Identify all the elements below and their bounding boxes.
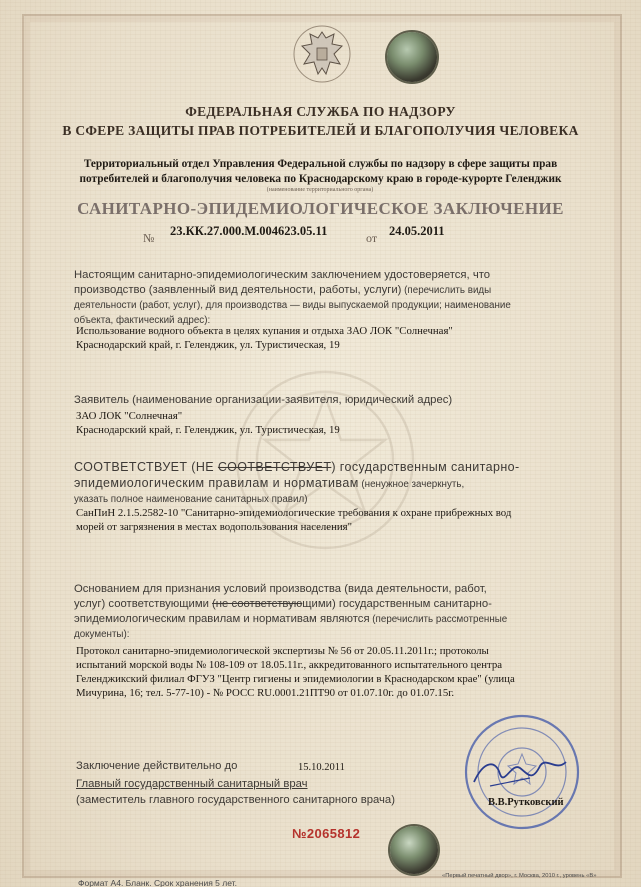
applicant-details <box>76 409 586 437</box>
compliance-paren: (НЕ <box>187 460 218 474</box>
object-line2: Краснодарский край, г. Геленджик, ул. Туристическая, 19 <box>76 339 340 351</box>
applicant-line1: ЗАО ЛОК "Солнечная" <box>76 410 183 422</box>
agency-title <box>60 102 581 140</box>
intro-line2-note: (перечислить виды <box>401 285 492 296</box>
basis-paragraph <box>74 582 586 642</box>
basis-struck: (не соответствую <box>212 598 303 610</box>
territorial-line2: потребителей и благополучия человека по Краснодарскому краю в городе-курорте Геленджик <box>79 173 562 185</box>
compliance-struck: СООТВЕТСТВУЕТ <box>217 460 332 474</box>
compliance-word: СООТВЕТСТВУЕТ <box>74 460 188 474</box>
number-label: № <box>143 231 155 245</box>
basis-line2b: щими) государственным санитарно- <box>302 598 492 610</box>
certificate-number: 23.КК.27.000.М.004623.05.11 <box>170 224 328 238</box>
basis-line1: Основанием для признания условий производства (вида деятельности, работ, <box>74 583 487 595</box>
territorial-line1: Территориальный отдел Управления Федеральной службы по надзору в сфере защиты прав <box>83 158 558 170</box>
intro-line4: объекта, фактический адрес): <box>74 315 211 326</box>
certificate-date: 24.05.2011 <box>389 224 445 238</box>
compliance-line2-note: (ненужное зачеркнуть, <box>358 479 465 490</box>
intro-line2: производство (заявленный вид деятельности, работы, услуги) <box>74 284 402 296</box>
object-description <box>76 324 586 352</box>
compliance-paragraph <box>74 460 586 507</box>
basis-line4: документы): <box>74 629 130 640</box>
protocol-line4: Мичурина, 16; тел. 5-77-10) - № РОСС RU.0001.21ПТ90 от 01.07.10г. до 01.07.15г. <box>76 687 455 699</box>
document-title: САНИТАРНО-ЭПИДЕМИОЛОГИЧЕСКОЕ ЗАКЛЮЧЕНИЕ <box>77 199 564 218</box>
compliance-line3: указать полное наименование санитарных правил) <box>74 494 308 505</box>
intro-line3: деятельности (работ, услуг), для производства — виды выпускаемой продукции; наименование <box>74 300 511 311</box>
signer-deputy: (заместитель главного государственного санитарного врача) <box>76 794 395 806</box>
territorial-office <box>50 157 591 187</box>
intro-line1: Настоящим санитарно-эпидемиологическим заключением удостоверяется, что <box>74 269 491 281</box>
agency-title-line1: ФЕДЕРАЛЬНАЯ СЛУЖБА ПО НАДЗОРУ <box>185 104 456 119</box>
expiry-date: 15.10.2011 <box>298 762 345 773</box>
agency-title-line2: В СФЕРЕ ЗАЩИТЫ ПРАВ ПОТРЕБИТЕЛЕЙ И БЛАГОПОЛУЧИЯ ЧЕЛОВЕКА <box>62 123 579 138</box>
footer-printer: «Первый печатный двор», г. Москва, 2010 г., уровень «В» <box>442 873 597 879</box>
basis-line2a: услуг) соответствующими <box>74 598 213 610</box>
protocol-line1: Протокол санитарно-эпидемиологической экспертизы № 56 от 20.05.11.2011г.; протоколы <box>76 645 489 657</box>
intro-paragraph <box>74 268 586 328</box>
applicant-line2: Краснодарский край, г. Геленджик, ул. Туристическая, 19 <box>76 424 340 436</box>
hologram-sticker-bottom-icon <box>390 826 438 874</box>
protocol-line2: испытаний морской воды № 108-109 от 18.05.11г., аккредитованного испытательного центра <box>76 659 503 671</box>
expiry-label: Заключение действительно до <box>76 760 238 772</box>
basis-line3: эпидемиологическим правилам и нормативам являются <box>74 613 370 625</box>
applicant-label: Заявитель (наименование организации-заявителя, юридический адрес) <box>74 394 453 406</box>
coat-of-arms-emblem-icon <box>292 22 352 86</box>
sanpin-line1: СанПиН 2.1.5.2582-10 "Санитарно-эпидемиологические требования к охране прибрежных вод <box>76 507 512 519</box>
territorial-caption: (наименование территориального органа) <box>266 187 374 193</box>
footer-format: Формат А4. Бланк. Срок хранения 5 лет. <box>78 878 237 887</box>
compliance-line2: эпидемиологическим правилам и нормативам <box>74 476 359 490</box>
compliance-rest: ) государственным санитарно- <box>331 460 520 474</box>
protocol-line3: Геленджикский филиал ФГУЗ "Центр гигиены и эпидемиологии в Краснодарском крае" (улица <box>76 673 515 685</box>
signer-title: Главный государственный санитарный врач <box>76 778 308 790</box>
basis-line3-note: (перечислить рассмотренные <box>369 614 508 625</box>
signer-name: В.В.Рутковский <box>488 797 564 808</box>
date-label: от <box>366 231 378 245</box>
protocol-documents <box>76 644 586 700</box>
signature-icon <box>470 752 570 792</box>
sanpin-reference <box>76 506 586 534</box>
hologram-sticker-top-icon <box>387 32 437 82</box>
sanpin-line2: морей от загрязнения в местах водопользования населения" <box>76 521 353 533</box>
serial-number: №2065812 <box>292 826 361 841</box>
object-line1: Использование водного объекта в целях купания и отдыха ЗАО ЛОК "Солнечная" <box>76 325 453 337</box>
